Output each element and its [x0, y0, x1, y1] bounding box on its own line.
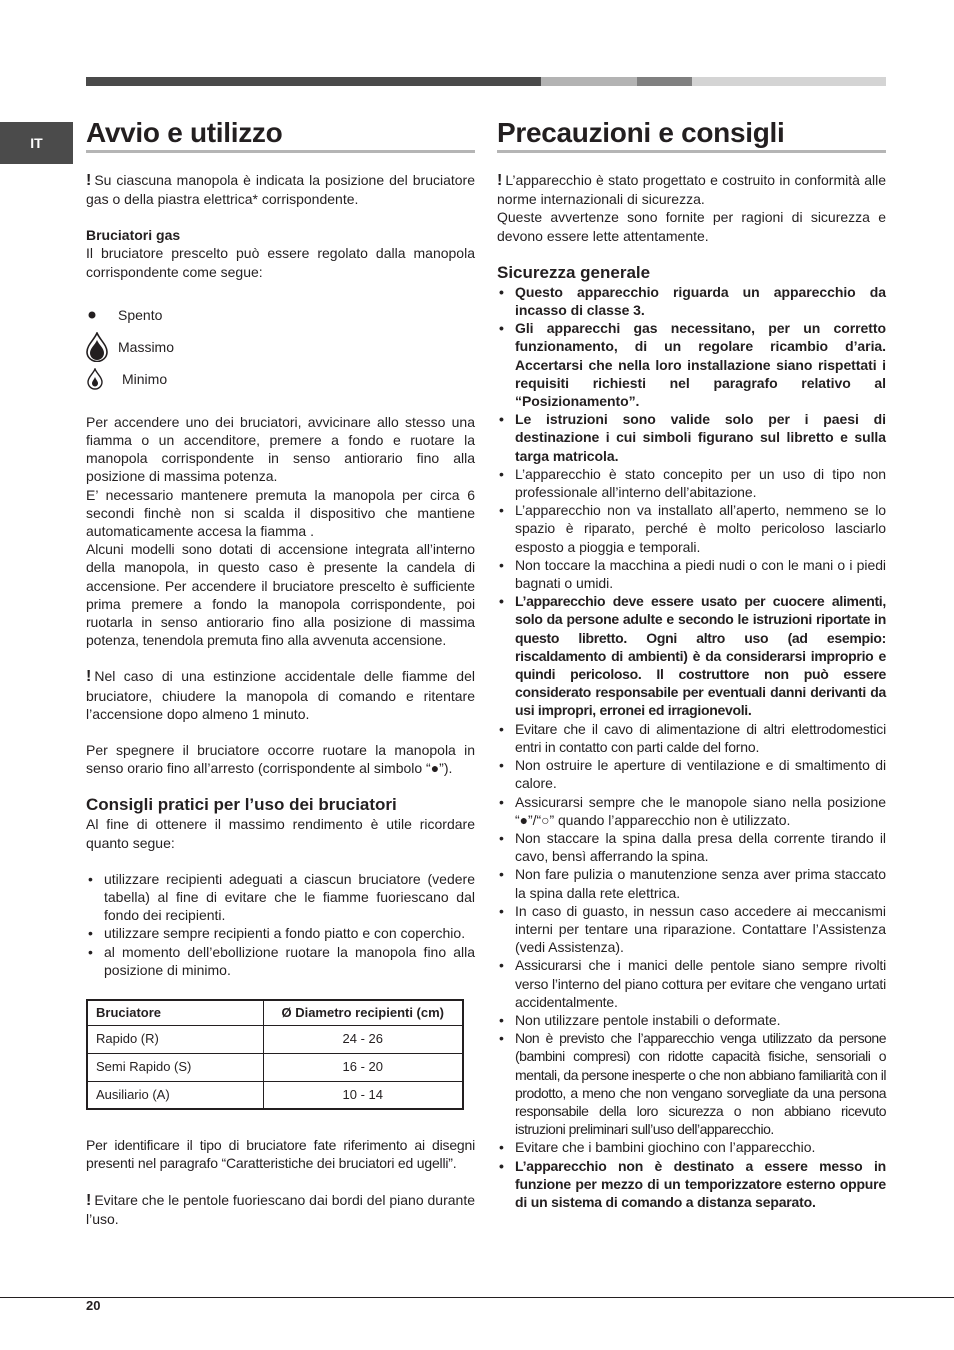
right-column [497, 116, 886, 1211]
tips-list [86, 870, 475, 979]
list-item: • L’apparecchio deve essere usato per cuocere alimenti, solo da persone adulte e secondo le istruzioni riportate in questo libretto. Ogni altro uso (ad esempio: riscaldamento di ambienti) è da considerarsi improprio e quindi pericoloso. Il costruttore non può essere considerato responsabile per eventuali danni derivanti da usi impropri, erronei ed irragionevoli. [497, 592, 886, 719]
list-item: • Evitare che il cavo di alimentazione di altri elettrodomestici entri in contatto con parti calde del forno. [497, 720, 886, 756]
list-item: • Non fare pulizia o manutenzione senza aver prima staccato la spina dalla rete elettrica. [497, 865, 886, 901]
table-cell: 24 - 26 [263, 1025, 463, 1053]
list-item: • Non toccare la macchina a piedi nudi o con le mani o i piedi bagnati o umidi. [497, 556, 886, 592]
table-cell: Ausiliario (A) [87, 1081, 263, 1109]
table-cell: 16 - 20 [263, 1053, 463, 1081]
tips-intro: Al fine di ottenere il massimo rendimento è utile ricordare quanto segue: [86, 816, 475, 851]
table-row [87, 1053, 463, 1081]
warning-mark: ! [86, 1191, 92, 1209]
warning-mark: ! [86, 172, 92, 189]
safety-list [497, 283, 886, 1211]
list-item: • Assicurarsi che i manici delle pentole siano sempre rivolti verso l’interno del piano cottura per evitare che vengano urtati accidentalmente. [497, 956, 886, 1011]
dot-icon [86, 309, 118, 321]
section-title-precauzioni: Precauzioni e consigli [497, 116, 886, 153]
extinction-paragraph [86, 667, 475, 723]
small-flame-icon [86, 368, 118, 390]
table-row [87, 1081, 463, 1109]
symbol-row [86, 363, 475, 395]
list-item: • al momento dell’ebollizione ruotare la manopola fino alla posizione di minimo. [86, 943, 475, 979]
table-cell: 10 - 14 [263, 1081, 463, 1109]
symbol-label: Massimo [118, 338, 175, 355]
warning-mark: ! [86, 668, 92, 686]
tips-heading: Consigli pratici per l’uso dei bruciatori [86, 795, 397, 815]
table-cell: Semi Rapido (S) [87, 1053, 263, 1081]
ignite-paragraph: Per accendere uno dei bruciatori, avvicinare allo stesso una fiamma o un accenditore, premere a fondo e ruotare la manopola corrispondente in senso antiorario fino alla posizione di massima potenza. [86, 413, 475, 485]
off-paragraph: Per spegnere il bruciatore occorre ruotare la manopola in senso orario fino all’arresto (corrispondente al simbolo “●”). [86, 742, 475, 777]
safety-heading: Sicurezza generale [497, 262, 651, 282]
list-item: • Questo apparecchio riguarda un apparecchio da incasso di classe 3. [497, 283, 886, 319]
list-item: • Le istruzioni sono valide solo per i paesi di destinazione i cui simboli figurano sul libretto e sulla targa matricola. [497, 410, 886, 465]
left-column [86, 116, 475, 1228]
identify-paragraph: Per identificare il tipo di bruciatore fate riferimento ai disegni presenti nel paragrafo “Caratteristiche dei bruciatori ed ugelli”. [86, 1137, 475, 1172]
list-item: • Gli apparecchi gas necessitano, per un corretto funzionamento, di un regolare ricambio d’aria. Accertarsi che nella loro installazione siano rispettati i requisiti richiesti nel paragrafo relativo al “Posizionamento”. [497, 319, 886, 410]
page-number: 20 [86, 1298, 101, 1313]
table-cell: Rapido (R) [87, 1025, 263, 1053]
intro-paragraph [86, 171, 475, 208]
list-item: • L’apparecchio è stato concepito per un uso di tipo non professionale all’interno dell’abitazione. [497, 465, 886, 501]
list-item: • Assicurarsi sempre che le manopole siano nella posizione “●”/“○” quando l’apparecchio non è utilizzato. [497, 793, 886, 829]
header-bar-segment [86, 77, 541, 86]
hold-paragraph: E’ necessario mantenere premuta la manopola per circa 6 secondi finchè non si scalda il dispositivo che mantiene automaticamente accesa la fiamma . [86, 486, 475, 540]
table-row [87, 1025, 463, 1053]
symbol-label: Spento [118, 306, 163, 323]
conformity-text: L’apparecchio è stato progettato e costruito in conformità alle norme internazionali di sicurezza. [497, 172, 886, 208]
overflow-paragraph [86, 1191, 475, 1228]
models-paragraph: Alcuni modelli sono dotati di accensione integrata all’interno della manopola, in questo caso è presente la candela di accensione. Per accendere il bruciatore prescelto è sufficiente prima premere a fondo la manopola corrispondente, poi ruotarla in senso antiorario fino alla posizione di massima potenza, tenendola premuta fino alla avvenuta accensione. [86, 541, 475, 649]
large-flame-icon [86, 332, 118, 362]
language-tab: IT [0, 122, 73, 164]
header-color-bar [86, 77, 886, 86]
overflow-text: Evitare che le pentole fuoriescano dai bordi del piano durante l’uso. [86, 1191, 475, 1227]
list-item: • L’apparecchio non è destinato a essere messo in funzione per mezzo di un temporizzatore esterno oppure di un sistema di comando a distanza separato. [497, 1157, 886, 1212]
footer-rule [0, 1297, 954, 1298]
section-title-avvio: Avvio e utilizzo [86, 116, 475, 153]
list-item: • L’apparecchio non va installato all’aperto, nemmeno se lo spazio è riparato, perché è molto pericoloso lasciarlo esposto a pioggia e temporali. [497, 501, 886, 556]
list-item: • Non è previsto che l’apparecchio venga utilizzato da persone (bambini compresi) con ridotte capacità fisiche, sensoriali o mentali, da persone inesperte o che non abbiano familiarità con il prodotto, a meno che non vengano sorvegliate da una persona responsabile della loro sicurezza o non abbiano ricevuto istruzioni preliminari sull’uso dell’apparecchio. [497, 1029, 886, 1138]
list-item: • Evitare che i bambini giochino con l’apparecchio. [497, 1138, 886, 1156]
burner-diameter-table [86, 999, 464, 1110]
gas-burners-heading: Bruciatori gas [86, 227, 181, 244]
list-item: • In caso di guasto, in nessun caso accedere ai meccanismi interni per tentare una riparazione. Contattare l’Assistenza (vedi Assistenza). [497, 902, 886, 957]
gas-burners-text: Il bruciatore prescelto può essere regolato dalla manopola corrispondente come segue: [86, 245, 475, 280]
symbol-label: Minimo [122, 370, 168, 387]
symbol-row [86, 331, 475, 363]
symbol-row [86, 299, 475, 331]
conformity-paragraph [497, 171, 886, 208]
warnings-paragraph: Queste avvertenze sono fornite per ragioni di sicurezza e devono essere lette attentamente. [497, 209, 886, 244]
header-bar-segment [541, 77, 637, 86]
knob-symbol-list [86, 299, 475, 395]
table-header: Bruciatore [87, 1000, 263, 1025]
list-item: • Non staccare la spina dalla presa della corrente tirando il cavo, bensì afferrando la spina. [497, 829, 886, 865]
table-header-row [87, 1000, 463, 1025]
header-bar-segment [637, 77, 692, 86]
list-item: • utilizzare sempre recipienti a fondo piatto e con coperchio. [86, 924, 475, 942]
list-item: • Non ostruire le aperture di ventilazione e di smaltimento di calore. [497, 756, 886, 792]
intro-text: Su ciascuna manopola è indicata la posizione del bruciatore gas o della piastra elettrica* corrispondente. [86, 172, 475, 208]
table-header: Ø Diametro recipienti (cm) [263, 1000, 463, 1025]
list-item: • Non utilizzare pentole instabili o deformate. [497, 1011, 886, 1029]
list-item: • utilizzare recipienti adeguati a ciascun bruciatore (vedere tabella) al fine di evitare che le fiamme fuoriescano dal fondo dei recipienti. [86, 870, 475, 925]
warning-mark: ! [497, 172, 503, 189]
header-bar-segment [692, 77, 886, 86]
extinction-text: Nel caso di una estinzione accidentale delle fiamme del bruciatore, chiudere la manopola di comando e ritentare l’accensione dopo almeno 1 minuto. [86, 668, 475, 722]
